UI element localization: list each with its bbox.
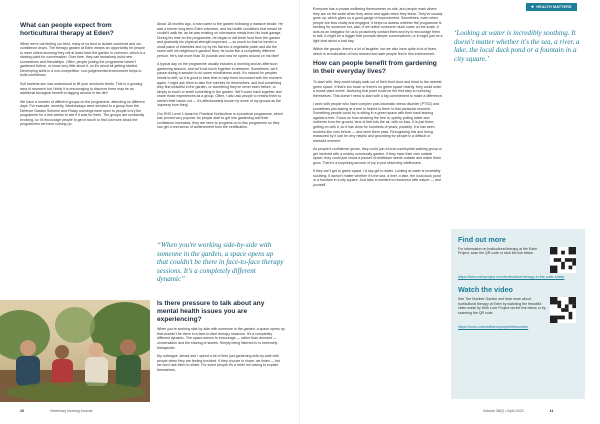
qr-code-icon[interactable] (550, 297, 576, 323)
leaf-icon: ❖ (531, 5, 535, 9)
left-column-1 (20, 22, 148, 131)
watch-text: See The Number Garden and hear more about horticultural therapy at Eden by watching the beautiful video made by With Love Project via the link below or by scanning the QR code (458, 297, 546, 315)
paragraph: When we're not feeling our best, many of us tend to isolate ourselves and our confidence drops. The therapy garden at Eden means an opportunity for people to meet others knowing they will at least have the garden in common, which is a starting point for conversation. Over time, they can tentatively build new connections and friendships. Often, people joining the programme haven't gardened before, or know very little about it, so it's about all getting started. Developing skills in a non-competitive, non-judgemental environment helps to build confidence. (20, 41, 146, 78)
paragraph: Everyone has a private wellbeing thermometer on site, and people mark where they are on the scale when they arrive and again when they leave. They've usually gone up, which gives us a good gauge of improvement. Sometimes, even when people are less chatty and engaged, it helps us assess whether the programme is working for someone but, also, if we notice someone much lower on the scale, it acts as an instigator for us to proactively contact them and try to encourage them to talk. It might be a trigger that prompts deeper conversations, or it might just be a light chat about a bad day. (313, 7, 443, 43)
badge-label: HEALTH MATTERS (536, 5, 572, 9)
find-out-more-box (451, 229, 585, 399)
watch-video-title: Watch the video (458, 285, 513, 295)
page-number-left: 10 (20, 409, 24, 413)
right-column-1 (313, 7, 443, 192)
footer-left (20, 409, 92, 413)
paragraph: We have a number of different groups on the programme, attending on different days. For example, recently, Wednesdays were devoted to a group from the Defence Garden Scheme and Friday mornings were open to people to try the programme for a few weeks to see if it was for them. The groups are constantly evolving, so I'd encourage people to get in touch to find out more about the programmes we have coming up. (20, 99, 145, 127)
paragraph: When you're working side-by-side with someone in the garden, a space opens up that wouldn't be there in a face-to-face therapy sessions. It's a completely different dynamic. The space seems to encourage — rather than demand — conversation and the sharing of stories. Simply being listened to is extremely therapeutic. (157, 327, 285, 350)
group-photo (0, 300, 150, 402)
left-column-2-lower (157, 300, 285, 376)
paragraph: I work with people who have complex post-traumatic stress disorder (PTSD) and sometimes just staring at a tree is helpful to them in that particular moment. Something people could try is sitting in a green space with their back leaning against a tree. Focus on how amazing the tree is; quietly pulling water and nutrients from the ground, tens of feet into the air, with no fuss. It is just there, getting on with it, so it has done for hundreds of years, possibly. It is has seen troubles like ours before — and seen them pass. Recognising this and being reassured by it can be very helpful and grounding for people in a difficult or stressful moment. (313, 102, 440, 143)
right-page (300, 0, 600, 424)
paragraph: About 18 months ago, a man came to the garden following a massive stroke. He was a former long-term Eden volunteer, and his health conditions that meant he couldn't walk far, as he was existing on microwave meals from his local garage. During his time on the programme, he began to eat fresh food from the garden and gradually his physical strength improved — so much so that he turned a small patch of brambles and ivy by his flat into a vegetable patch and did the same with his neighbour's garden! Now, he looks like a completely different person. He's lost more than 30 pounds and now he cycles around on his bike! (157, 22, 283, 58)
paragraph: My colleague James and I spend a lot of time just gardening side-by-side with people when they are feeling troubled. If they choose to share, we listen — but we don't ask them to share. For some people it's a relief not having to explain themselves. (157, 354, 281, 372)
issue-info: Volume 38(2) • April 2022 (483, 409, 524, 413)
sidebar-content (458, 235, 578, 336)
page-number-right: 11 (549, 409, 554, 413)
section-heading-expect: What can people expect from horticultural therapy at Eden? (20, 22, 114, 37)
section-heading-pressure: Is there pressure to talk about any mental health issues you are experiencing? (157, 300, 265, 323)
paragraph: Within the groups, there's a lot of laughter, but we also have quite a lot of tears, which is an indication of how relaxed and safe people feel in this environment. (313, 47, 438, 56)
find-out-link[interactable]: https://www.edenproject.com/horticultural-therapy-in-the-outer-estate (458, 275, 565, 279)
pull-quote-left: “When you're working side-by-side with someone in the garden, a space opens up that couldn't be there in face-to-face therapy sessions. It's a completely different dynamic” (157, 241, 284, 284)
paragraph: Our RHS Level 1 Award in Practical Horticulture is a practical programme, which has proved very popular. As people start to get into gardening and their confidence increases, they are keen to progress on to this programme so they can get a real sense of achievement from the certification. (157, 111, 283, 130)
qr-code-icon[interactable] (550, 247, 576, 273)
watch-video-link[interactable]: https://vimeo.com/withlove/project/thenumber (458, 325, 529, 330)
watch-row (458, 297, 578, 323)
find-out-row (458, 247, 578, 273)
left-column-2 (157, 22, 285, 134)
paragraph: To start with, they could simply walk out of their front door and head to the nearest green space. If that's too much or there's no green space nearby, they could order a house plant online. Nurturing that plant could be the first step to nurturing themselves. This doesn't need to start with a big commitment to make a difference. (313, 80, 443, 98)
pull-quote-right: ‘Looking at water is incredibly soothing. It doesn't matter whether it's the sea, a river, a lake, the local duck pond or a fountain in a city square.’ (454, 29, 580, 63)
footer-right (483, 409, 553, 413)
paragraph: A typical day on the programme usually includes a morning and an afternoon gardening session, and we'll eat lunch together in between. Sometimes, we'll pause during a session to do some mindfulness work. It's natural for peoples minds to drift, so it is good to take time to help them reconnect with the moment again. I might ask them to take five minutes for themselves, and find something they find beautiful in the garden, or something they've never seen before, or simply to touch or smell something in the garden. We'll come back together and share those experiences as a group. Often, I also ask people to remind them to stretch their backs out — it's affectionately known by some of my groups as the 'squeezy bum thing'. (157, 62, 282, 108)
section-heading-benefit: How can people benefit from gardening in their everyday lives? (313, 60, 437, 76)
paragraph: As people's confidence grows, they could join a local countryside walking group or get involved with a nearby community garden. If they have their own outside space, they could just chuck a packet of wildflower seeds outside and watch them grow. There's a surprising amount of joy in just observing wildflowers. (313, 147, 442, 165)
find-out-more-title: Find out more (458, 235, 506, 244)
paragraph: Soil bacteria are now understood to lift your serotonin levels. This is a growing area of research but I think it is encouraging to discover there may be an additional biological benefit to digging around in the dirt! (20, 81, 143, 96)
find-out-text: For information on horticultural therapy at the Eden Project, scan the QR code or click the link below (458, 247, 537, 256)
section-badge (526, 3, 577, 11)
paragraph: If they can't get to green space, I'd say get to water. Looking at water is incredibly soothing. It doesn't matter whether it's the sea, a river, a lake, the local duck pond or a fountain in a city square. Just take a moment to reconnect with nature — and yourself. (313, 169, 441, 187)
journal-name: Veterinary Nursing Journal (50, 409, 93, 413)
